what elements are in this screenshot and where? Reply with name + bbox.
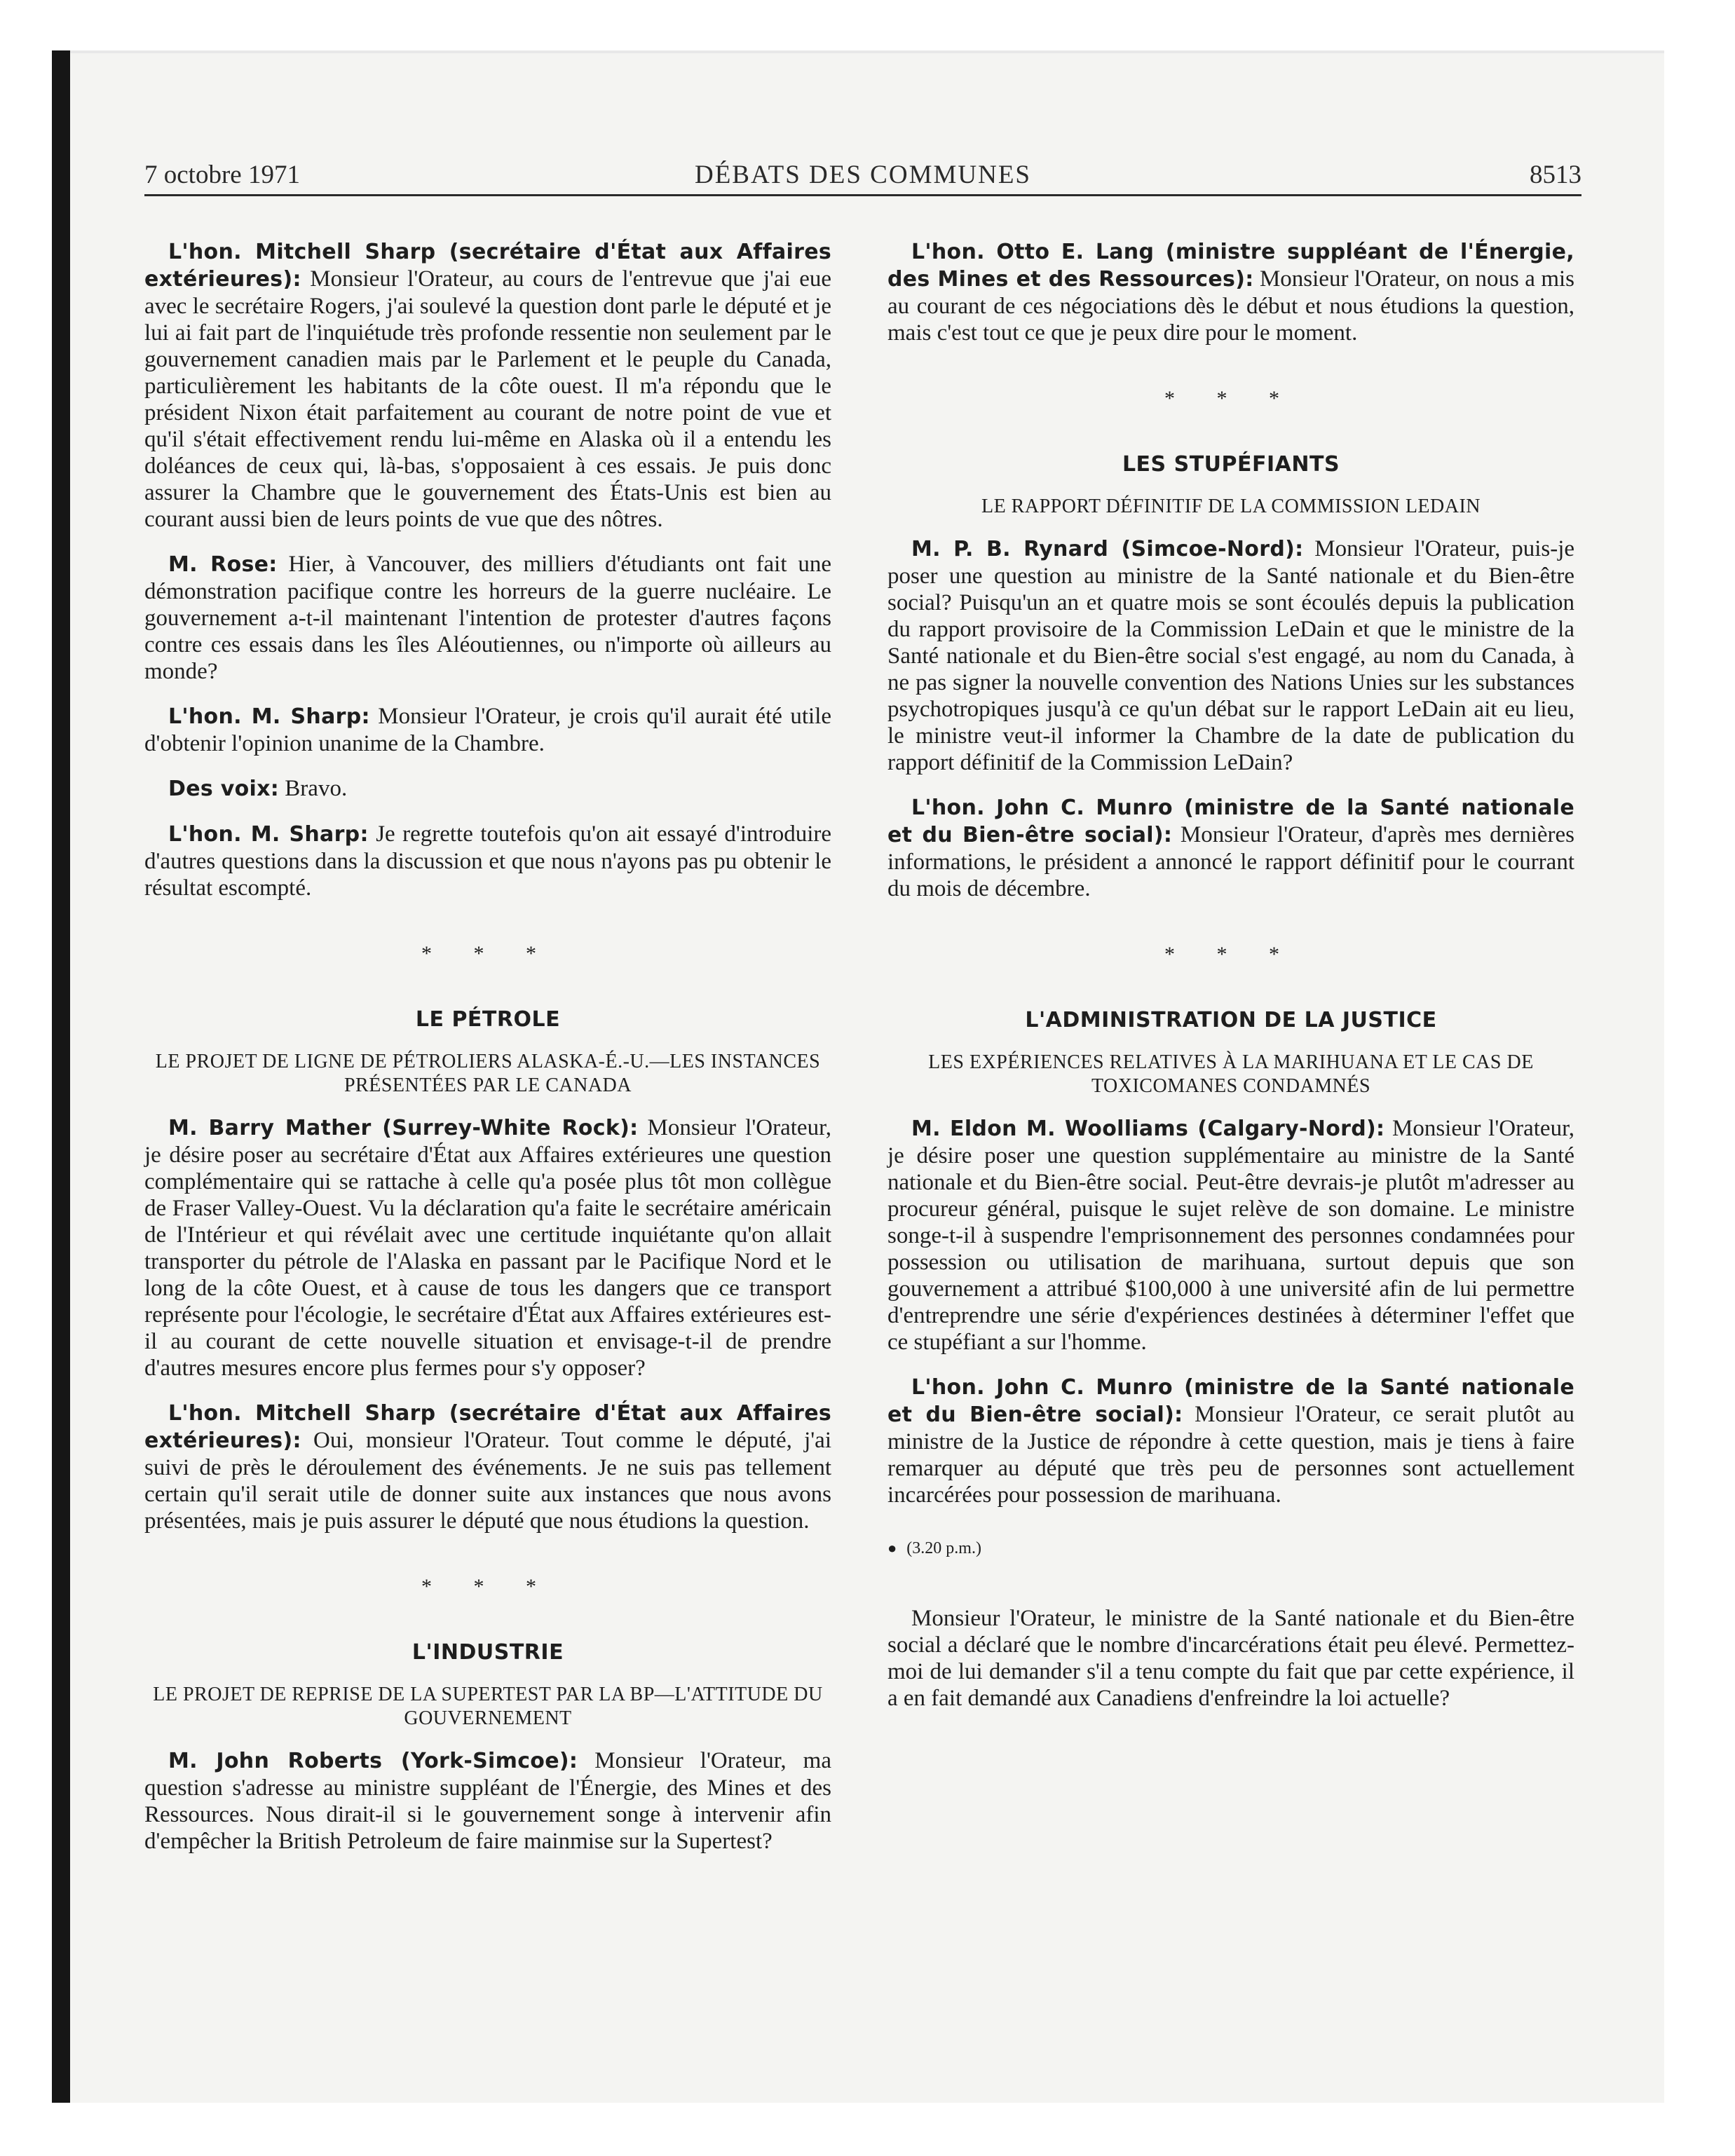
section-title: L'ADMINISTRATION DE LA JUSTICE (1025, 1008, 1437, 1032)
header-page-number: 8513 (1530, 161, 1581, 189)
section-title: L'INDUSTRIE (411, 1640, 564, 1665)
header-title: DÉBATS DES COMMUNES (694, 161, 1031, 189)
speaker-name: M. Barry Mather (Surrey-White Rock): (168, 1116, 639, 1140)
speaker-name: M. P. B. Rynard (Simcoe-Nord): (911, 537, 1304, 561)
bullet-icon: ● (887, 1539, 897, 1557)
paragraph (144, 821, 831, 901)
subsection-title: LE PROJET DE LIGNE DE PÉTROLIERS ALASKA-É.-U.—LES INSTANCES PRÉSENTÉES PAR LE CANADA (155, 1051, 821, 1096)
section-separator: * * * (1164, 387, 1298, 410)
speech-text: Je regrette toutefois qu'on ait essayé d'introduire d'autres questions dans la discussion et que nous n'ayons pas pu obtenir le résultat escompté. (144, 821, 832, 901)
paragraph (144, 551, 831, 685)
speaker-name: L'hon. Mitchell Sharp (secrétaire d'État aux Affaires extérieures): (144, 240, 831, 292)
speaker-name: M. John Roberts (York-Simcoe): (168, 1749, 578, 1773)
paragraph (887, 1115, 1574, 1356)
section-separator: * * * (421, 1575, 554, 1598)
left-column (144, 238, 831, 1873)
speaker-name: L'hon. John C. Munro (ministre de la Santé nationale et du Bien-être social): (887, 796, 1574, 847)
paragraph (887, 238, 1574, 346)
speech-text: Monsieur l'Orateur, je désire poser au secrétaire d'État aux Affaires extérieures une question complémentaire qui se rattache à celle qu'a posée plus tôt mon collègue de Fraser Valley-Ouest. Vu la déclaration qu'a faite le secrétaire américain de l'Intérieur et qui révélait avec une certitude inquiétante qu'on allait transporter du pétrole de l'Alaska en passant par le Pacifique Nord et le long de la côte Ouest, et à cause de tous les dangers que ce transport représente pour l'écologie, le secrétaire d'État aux Affaires extérieures est-il au courant de cette nouvelle situation et envisage-t-il de prendre d'autres mesures encore plus fermes pour s'y opposer? (144, 1115, 831, 1381)
subsection-title: LE PROJET DE REPRISE DE LA SUPERTEST PAR LA BP—L'ATTITUDE DU GOUVERNEMENT (153, 1684, 823, 1729)
paragraph (144, 238, 831, 533)
speech-text: Monsieur l'Orateur, le ministre de la Santé nationale et du Bien-être social a déclaré que le nombre d'incarcérations était peu élevé. Permettez-moi de lui demander s'il a tenu compte du fait que par cette expérience, il a en fait demandé aux Canadiens d'enfreindre la loi actuelle? (887, 1606, 1574, 1711)
paragraph (144, 1114, 831, 1381)
paragraph (144, 775, 831, 803)
running-head (144, 151, 1581, 196)
speaker-name: M. Eldon M. Woolliams (Calgary-Nord): (911, 1117, 1385, 1141)
subsection-title: LE RAPPORT DÉFINITIF DE LA COMMISSION LEDAIN (981, 496, 1481, 517)
speaker-name: L'hon. Otto E. Lang (ministre suppléant de l'Énergie, des Mines et des Ressources): (887, 240, 1574, 292)
speech-text: Monsieur l'Orateur, puis-je poser une question au ministre de la Santé nationale et du Bien-être social? Puisqu'un an et quatre mois se sont écoulés depuis la publication du rapport provisoire de la Commission LeDain et que le ministre de la Santé nationale et du Bien-être social s'est engagé, au nom du Canada, à ne pas signer la nouvelle convention des Nations Unies sur les substances psychotropiques jusqu'à ce qu'un débat sur le rapport LeDain ait eu lieu, le ministre veut-il informer la Chambre de la date de publication du rapport définitif de la Commission LeDain? (887, 536, 1575, 775)
speaker-name: L'hon. Mitchell Sharp (secrétaire d'État aux Affaires extérieures): (144, 1401, 831, 1453)
time-stamp-text: (3.20 p.m.) (906, 1539, 981, 1557)
paragraph (144, 1747, 831, 1855)
header-date: 7 octobre 1971 (144, 161, 300, 189)
speaker-name: L'hon. M. Sharp: (168, 704, 370, 729)
speaker-name: L'hon. John C. Munro (ministre de la Santé nationale et du Bien-être social): (887, 1375, 1574, 1427)
speech-text: Monsieur l'Orateur, au cours de l'entrevue que j'ai eue avec le secrétaire Rogers, j'ai soulevé la question dont parle le député et je lui ai fait part de l'inquiétude très profonde ressentie non seulement par le gouvernement canadien mais par le Parlement et le peuple du Canada, particulièrement les habitants de la côte ouest. Il m'a répondu que le président Nixon était parfaitement au courant de notre point de vue et qu'il s'était effectivement rendu lui-même en Alaska où il a entendu les doléances de ceux qui, là-bas, s'opposaient à ces essais. Je puis donc assurer la Chambre que le gouvernement des États-Unis est bien au courant aussi bien de leurs points de vue que des nôtres. (144, 266, 831, 532)
speech-text: Bravo. (285, 776, 348, 801)
subsection-title: LES EXPÉRIENCES RELATIVES À LA MARIHUANA ET LE CAS DE TOXICOMANES CONDAMNÉS (928, 1051, 1534, 1097)
scan-edge-left (52, 50, 70, 2103)
paragraph (144, 1400, 831, 1534)
section-title: LES STUPÉFIANTS (1122, 452, 1340, 477)
paragraph (887, 794, 1574, 902)
speech-text: Monsieur l'Orateur, ce serait plutôt au ministre de la Justice de répondre à cette question, mais je tiens à faire remarquer au député que très peu de personnes sont actuellement incarcérées pour possession de marihuana. (887, 1402, 1574, 1508)
speech-text: Monsieur l'Orateur, ma question s'adresse au ministre suppléant de l'Énergie, des Mines et des Ressources. Nous dirait-il si le gouvernement songe à intervenir afin d'empêcher la British Petroleum de faire mainmise sur la Supertest? (144, 1748, 832, 1854)
paragraph (887, 1605, 1574, 1712)
speaker-name: L'hon. M. Sharp: (168, 822, 369, 847)
speech-text: Oui, monsieur l'Orateur. Tout comme le député, j'ai suivi de près le déroulement des événements. Je ne suis pas tellement certain qu'il serait utile de donner suite aux instances que nous avons présentées, mais je puis assurer le député que nous étudions la question. (144, 1428, 831, 1534)
right-column (887, 238, 1574, 1730)
paragraph (887, 535, 1574, 776)
speech-text: Monsieur l'Orateur, je crois qu'il aurait été utile d'obtenir l'opinion unanime de la Chambre. (144, 704, 832, 756)
speech-text: Monsieur l'Orateur, je désire poser une question supplémentaire au ministre de la Santé nationale et du Bien-être social. Peut-être devrais-je plutôt m'adresser au procureur général, puisque le sujet relève de son domaine. Le ministre songe-t-il à suspendre l'emprisonnement des personnes condamnées pour possession ou utilisation de marihuana, surtout depuis que son gouvernement a attribué $100,000 à une université afin de lui permettre d'entreprendre une série d'expériences destinées à déterminer l'effet que ce stupéfiant a sur l'homme. (887, 1116, 1574, 1355)
speaker-name: Des voix: (168, 777, 280, 801)
speaker-name: M. Rose: (168, 552, 278, 577)
section-title: LE PÉTROLE (415, 1007, 561, 1032)
section-separator: * * * (421, 942, 554, 965)
paragraph (144, 703, 831, 757)
speech-text: Monsieur l'Orateur, on nous a mis au courant de ces négociations dès le début et nous étudions la question, mais c'est tout ce que je peux dire pour le moment. (887, 266, 1574, 346)
speech-text: Monsieur l'Orateur, d'après mes dernières informations, le président a annoncé le rapport définitif pour le courrant du mois de décembre. (887, 822, 1574, 901)
speech-text: Hier, à Vancouver, des milliers d'étudiants ont fait une démonstration pacifique contre les horreurs de la guerre nucléaire. Le gouvernement a-t-il maintenant l'intention de protester d'autres façons contre ces essais dans les îles Aléoutiennes, ou n'importe où ailleurs au monde? (144, 552, 832, 684)
time-stamp (887, 1535, 1574, 1562)
section-separator: * * * (1164, 943, 1298, 966)
paragraph (887, 1374, 1574, 1508)
